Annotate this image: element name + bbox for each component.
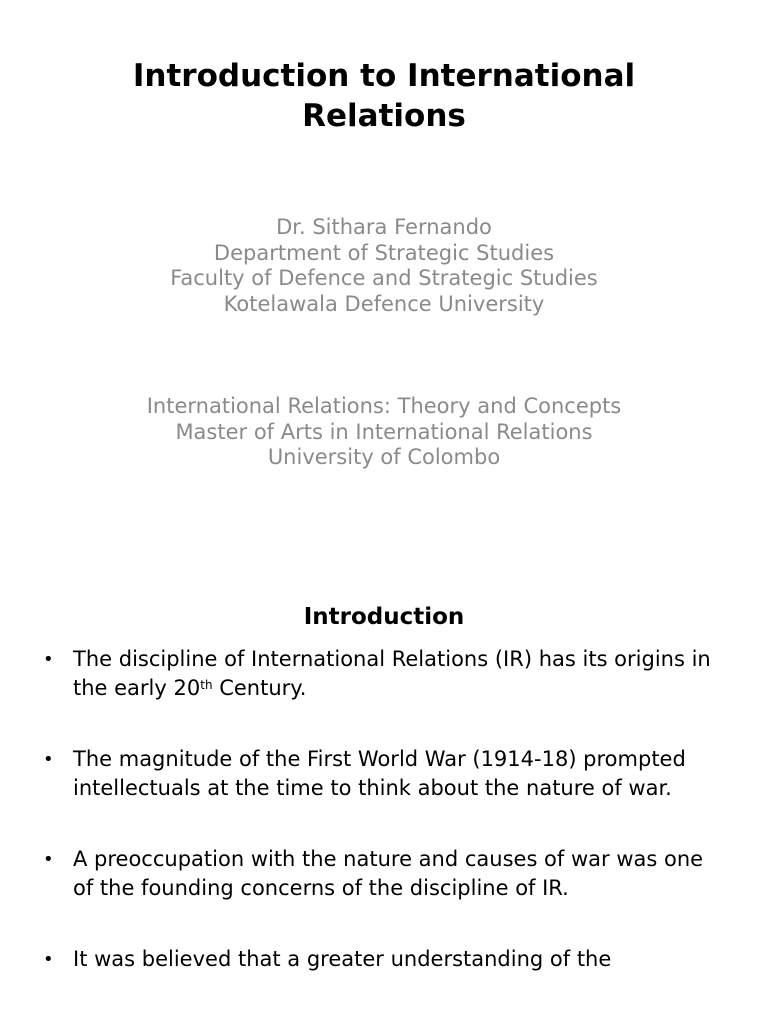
- bullet-superscript: th: [200, 678, 213, 692]
- author-faculty: Faculty of Defence and Strategic Studies: [170, 266, 598, 290]
- bullet-icon: •: [43, 849, 54, 870]
- course-programme: Master of Arts in International Relations: [175, 419, 593, 444]
- bullet-icon: •: [43, 949, 54, 970]
- author-university: Kotelawala Defence University: [223, 291, 545, 316]
- bullet-text: It was believed that a greater understanding of the: [73, 947, 612, 971]
- bullet-icon: •: [43, 649, 54, 670]
- list-item: [0, 745, 768, 803]
- list-item: [0, 945, 768, 974]
- course-title: International Relations: Theory and Concepts: [146, 394, 622, 418]
- author-info: [60, 215, 708, 317]
- course-info: [120, 394, 648, 471]
- bullet-text-end: Century.: [212, 676, 307, 700]
- bullet-list: [0, 645, 768, 1016]
- author-department: Department of Strategic Studies: [213, 240, 555, 265]
- author-name: Dr. Sithara Fernando: [276, 215, 492, 239]
- bullet-text: A preoccupation with the nature and causes of war was one of the founding concerns of the discipline of IR.: [73, 847, 704, 900]
- list-item: [0, 845, 768, 903]
- course-university: University of Colombo: [267, 445, 501, 469]
- slide-title: Introduction to International Relations: [132, 58, 636, 134]
- introduction-slide: [0, 580, 768, 1024]
- bullet-text: The discipline of International Relations (IR) has its origins in the early 20: [73, 647, 711, 700]
- section-heading: Introduction: [303, 604, 465, 630]
- bullet-text: The magnitude of the First World War (1914-18) prompted intellectuals at the time to think about the nature of war.: [73, 747, 686, 800]
- list-item: [0, 645, 768, 703]
- bullet-icon: •: [43, 749, 54, 770]
